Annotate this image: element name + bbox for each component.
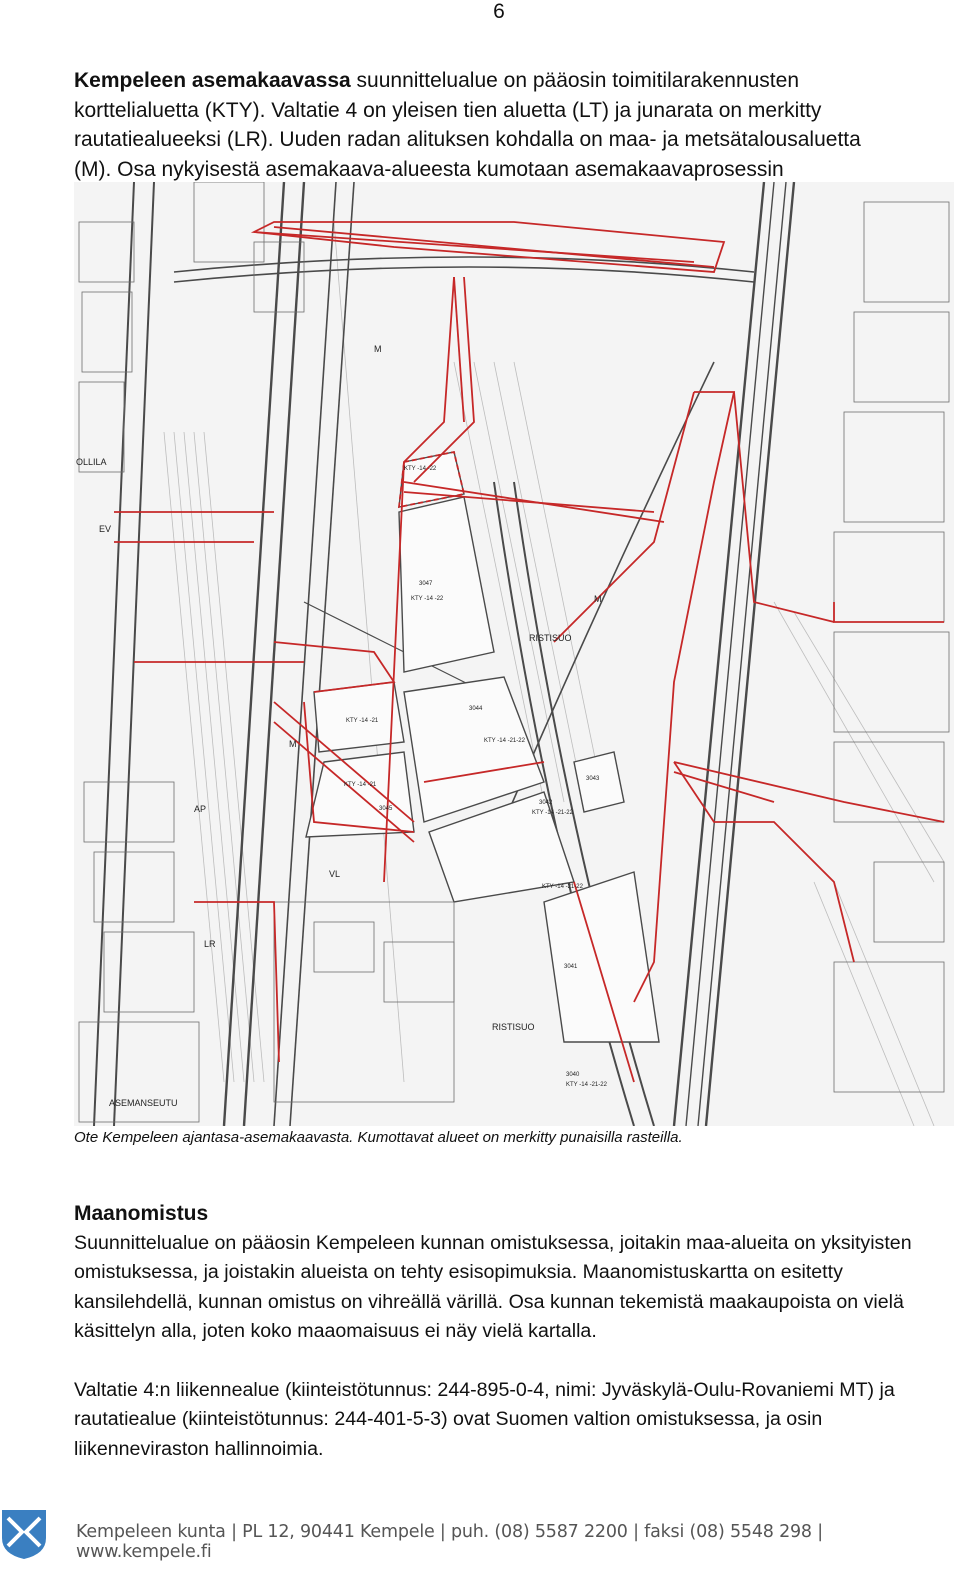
intro-text: suunnittelualue on pääosin toimitilarakennusten korttelialuetta (KTY). Valtatie 4 on yleisen tien aluetta (LT) ja junarata on merkitty rautatiealueeksi (LR). Uuden radan alituksen kohdalla on maa- ja metsätalousaluetta (M). Osa nykyisestä asemakaava-alueesta kumotaan asemakaavaprosessin — [74, 69, 861, 181]
map-label-ap: AP — [194, 804, 207, 814]
ownership-paragraph-1: Suunnittelualue on pääosin Kempeleen kunnan omistuksessa, joitakin maa-alueita on yksityisten omistuksessa, ja joistakin alueista on tehty esisopimuksia. Maanomistuskartta on esitetty kansilehdellä, kunnan omistus on vihreällä värillä. Osa kunnan tekemistä maakaupoista on vielä käsittelyn alla, joten koko maaomaisuus ei näy vielä kartalla. — [74, 1232, 912, 1342]
map-label-3040-code: KTY -14 -21-22 — [566, 1082, 607, 1088]
map-label-m1: M — [594, 594, 602, 604]
map-label-ristisuo-top: RISTISUO — [529, 633, 572, 643]
intro-bold-lead: Kempeleen asemakaavassa — [74, 69, 351, 92]
map-label-3047: 3047 — [419, 581, 433, 587]
footer-contact: Kempeleen kunta | PL 12, 90441 Kempele | puh. (08) 5587 2200 | faksi (08) 5548 298 | www.kempele.fi — [76, 1522, 823, 1562]
map-label-kty-3041: KTY -14 -21-22 — [542, 884, 583, 890]
map-label-vl: VL — [329, 869, 341, 879]
map-label-3045: 3045 — [379, 806, 393, 812]
map-label-ev: EV — [99, 524, 112, 534]
map-label-ristisuo-bottom: RISTISUO — [492, 1022, 535, 1032]
map-label-kty-low: KTY -14 -21 — [344, 782, 377, 788]
kempele-coat-of-arms-icon — [0, 1508, 48, 1560]
page-footer — [0, 1508, 960, 1568]
ownership-paragraph-2: Valtatie 4:n liikennealue (kiinteistötunnus: 244-895-0-4, nimi: Jyväskylä-Oulu-Rovaniemi MT) ja rautatiealue (kiinteistötunnus: 244-401-5-3) ovat Suomen valtion omistuksessa, ja osin liikenneviraston hallinnoimia. — [74, 1379, 895, 1460]
zoning-plan-map — [74, 182, 954, 1126]
map-label-3042: 3042 — [539, 800, 553, 806]
map-label-3044-code: KTY -14 -21-22 — [484, 738, 525, 744]
map-label-3041: 3041 — [564, 964, 578, 970]
map-label-3040: 3040 — [566, 1072, 580, 1078]
map-label-3042-code: KTY -14 -21-22 — [532, 810, 573, 816]
map-label-3043: 3043 — [586, 776, 600, 782]
map-label-kty-mid: KTY -14 -21 — [346, 718, 379, 724]
map-label-kty-top: KTY -14 -22 — [404, 466, 437, 472]
map-label-ollila: OLLILA — [76, 457, 107, 467]
map-label-asemanseutu: ASEMANSEUTU — [109, 1098, 178, 1108]
map-label-3047-code: KTY -14 -22 — [411, 596, 444, 602]
page-number: 6 — [493, 0, 505, 23]
map-label-m3: M — [374, 344, 382, 354]
section-heading: Maanomistus — [74, 1202, 209, 1225]
map-label-3044: 3044 — [469, 706, 483, 712]
map-label-lr: LR — [204, 939, 216, 949]
map-label-m2: M — [289, 739, 297, 749]
map-caption: Ote Kempeleen ajantasa-asemakaavasta. Kumottavat alueet on merkitty punaisilla rasteilla. — [74, 1129, 683, 1146]
